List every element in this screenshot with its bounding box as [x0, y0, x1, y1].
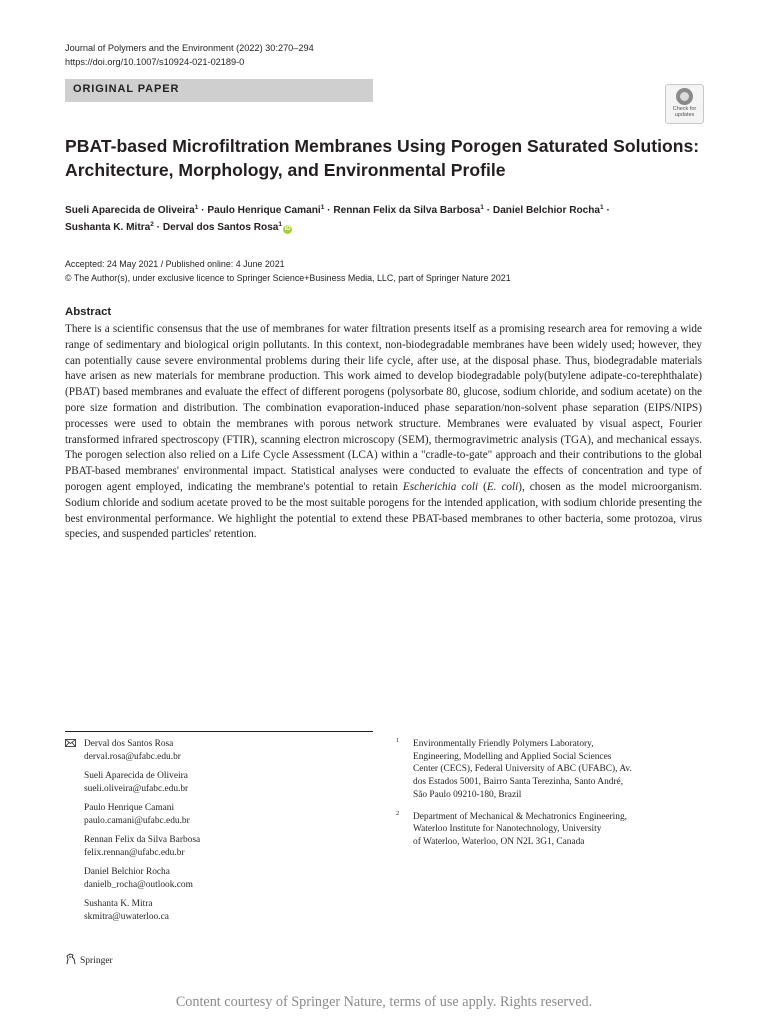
publisher-mark — [65, 953, 113, 968]
affiliation-line: Environmentally Friendly Polymers Laboratory, — [413, 739, 594, 749]
footnote-divider — [65, 731, 373, 732]
contact-email[interactable]: skmitra@uwaterloo.ca — [84, 912, 169, 923]
crossmark-line2: updates — [674, 112, 695, 118]
abstract-text: ), chosen as the model microorganism. Sodium chloride and sodium acetate proved to be the most suitable porogens for the intended application, with sodium chloride presenting the best environmental performance. We highlight the potential to extend these PBAT-based membranes to other bacteria, some protozoa, virus species, and suspended particles' retention. — [65, 480, 702, 541]
section-banner — [65, 79, 373, 102]
contact-email[interactable]: felix.rennan@ufabc.edu.br — [84, 847, 185, 858]
contact-name: Rennan Felix da Silva Barbosa — [84, 835, 201, 846]
accepted-published-dates: Accepted: 24 May 2021 / Published online: 4 June 2021 — [65, 259, 285, 269]
contact-entry — [65, 866, 375, 891]
author-affiliation-mark: 1 — [278, 221, 283, 228]
journal-header — [65, 41, 485, 69]
check-for-updates-badge[interactable] — [665, 84, 704, 124]
abstract-body — [65, 322, 702, 543]
abstract-species-abbrev: E. coli — [486, 480, 519, 493]
copyright-notice: © The Author(s), under exclusive licence to Springer Science+Business Media, LLC, part of Springer Nature 2021 — [65, 273, 511, 283]
affiliation-entry — [396, 811, 696, 849]
contact-entry — [65, 770, 375, 795]
journal-citation: Journal of Polymers and the Environment (2022) 30:270–294 — [65, 43, 314, 53]
affiliation-entry — [396, 738, 696, 802]
crossmark-icon — [676, 88, 693, 105]
section-label: ORIGINAL PAPER — [73, 83, 180, 95]
author-contacts — [65, 738, 375, 931]
author-name: Derval dos Santos Rosa — [162, 222, 279, 233]
contact-email[interactable]: sueli.oliveira@ufabc.edu.br — [84, 783, 189, 794]
contact-name: Sushanta K. Mitra — [84, 899, 153, 910]
crossmark-line1: Check for — [672, 106, 697, 112]
affiliation-line: dos Estados 5001, Bairro Santa Terezinha, Santo André, — [413, 777, 624, 788]
affiliation-number: 1 — [396, 737, 400, 744]
contact-entry — [65, 898, 375, 923]
crossmark-label — [666, 106, 703, 118]
envelope-icon — [65, 739, 76, 747]
contact-entry — [65, 802, 375, 827]
abstract-heading: Abstract — [65, 306, 112, 318]
contact-entry — [65, 738, 375, 763]
contact-name: Derval dos Santos Rosa — [84, 739, 174, 749]
contact-email[interactable]: derval.rosa@ufabc.edu.br — [84, 751, 181, 762]
affiliation-line: São Paulo 09210-180, Brazil — [413, 789, 522, 800]
author-name: Sueli Aparecida de Oliveira — [65, 205, 195, 216]
rights-notice: Content courtesy of Springer Nature, terms of use apply. Rights reserved. — [175, 994, 593, 1010]
contact-name: Daniel Belchior Rocha — [84, 867, 170, 878]
contact-email[interactable]: paulo.camani@ufabc.edu.br — [84, 815, 190, 826]
author-list: Sueli Aparecida de Oliveira$^1$ · Paulo Henrique Camani$^1$ · Rennan Felix da Silva Barbosa$^1$ · Daniel Belchior Rocha$^1$ · Sushanta K. Mitra$^2$ · Derval dos Santos Rosa$^1$iD — [65, 204, 610, 233]
author-affiliation-mark: 1 — [480, 204, 484, 211]
author-name: Daniel Belchior Rocha — [492, 205, 601, 216]
contact-name: Paulo Henrique Camani — [84, 803, 175, 814]
springer-horse-icon — [65, 953, 77, 965]
publisher-name: Springer — [80, 956, 113, 966]
affiliation-line: Center (CECS), Federal University of ABC (UFABC), Av. — [413, 764, 632, 775]
author-affiliation-mark: 1 — [600, 204, 604, 211]
affiliation-line: of Waterloo, Waterloo, ON N2L 3G1, Canada — [413, 836, 585, 847]
author-name: Rennan Felix da Silva Barbosa — [333, 205, 481, 216]
affiliation-line: Department of Mechanical & Mechatronics Engineering, — [413, 811, 627, 822]
abstract-text: There is a scientific consensus that the use of membranes for water filtration presents itself as a promising research area for removing a wide range of sedimentary and biological origin pollutants. In this context, non-biodegradable membranes have been widely used; however, they can potentially cause severe environmental problems during their life cycle, after use, at the disposal phase. Thus, biodegradable materials have arisen as new materials for membrane production. This work aimed to develop biodegradable poly(butylene adipate-co-terephthalate) (PBAT) based membranes and evaluate the effect of different porogens (polysorbate 80, glucose, sodium chloride, and sodium acetate) on the pore size formation and distribution. The combination evaporation-induced phase separation/non-solvent phase separation (EIPS/NIPS) processes were used to obtain the membranes with porous network structure. Membranes were evaluated by visual aspect, Fourier transformed infrared spectroscopy (FTIR), scanning electron microscopy (SEM), thermogravimetric analysis (TGA), and mechanical essays. The porogen selection also relied on a Life Cycle Assessment (LCA) within a "cradle-to-gate" approach and their contributions to the global PBAT-based membranes' environmental impact. Statistical analyses were conducted to evaluate the effects of concentration and type of porogen agent employed, indicating the membrane's potential to retain — [65, 323, 702, 493]
author-name: Sushanta K. Mitra — [65, 222, 151, 233]
doi-link[interactable]: https://doi.org/10.1007/s10924-021-02189-0 — [65, 57, 245, 67]
affiliation-number: 2 — [396, 809, 400, 817]
author-affiliation-mark: 1 — [194, 204, 199, 211]
contact-entry — [65, 834, 375, 859]
contact-name: Sueli Aparecida de Oliveira — [84, 771, 188, 782]
publication-dates — [65, 257, 715, 285]
paper-title: PBAT-based Microfiltration Membranes Using Porogen Saturated Solutions: Architecture, Morphology, and Environmental Profile — [65, 136, 700, 180]
abstract-text: ( — [478, 480, 487, 493]
affiliation-line: Waterloo Institute for Nanotechnology, University — [413, 824, 602, 835]
author-name: Paulo Henrique Camani — [207, 205, 321, 216]
affiliation-line: Engineering, Modelling and Applied Social Sciences — [413, 751, 612, 762]
author-affiliation-mark: 2 — [150, 221, 154, 228]
abstract-species-name: Escherichia coli — [402, 480, 479, 493]
affiliation-list — [396, 738, 696, 858]
orcid-icon[interactable]: iD — [284, 226, 291, 232]
author-affiliation-mark: 1 — [320, 204, 325, 211]
contact-email[interactable]: danielb_rocha@outlook.com — [84, 880, 193, 891]
